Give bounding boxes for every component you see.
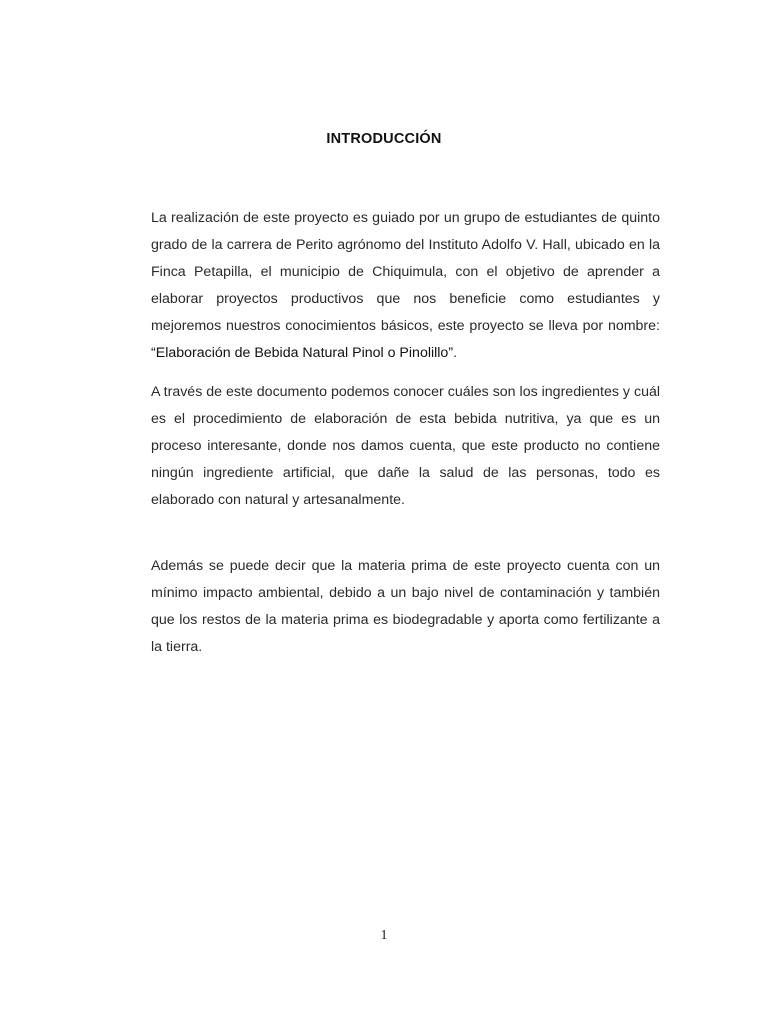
paragraph-1 — [151, 205, 660, 367]
paragraph-1-end: . — [453, 345, 458, 361]
paragraph-1-text: La realización de este proyecto es guiado por un grupo de estudiantes de quinto grado de la carrera de Perito agrónomo del Instituto Adolfo V. Hall, ubicado en la Finca Petapilla, el municipio de Chiquimula, con el objetivo de aprender a elaborar proyectos productivos que nos beneficie como estudiantes y mejoremos nuestros conocimientos básicos, este proyecto se lleva por nombre: — [151, 210, 660, 334]
paragraph-3: Además se puede decir que la materia prima de este proyecto cuenta con un mínimo impacto ambiental, debido a un bajo nivel de contaminación y también que los restos de la materia prima es biodegradable y aporta como fertilizante a la tierra. — [151, 558, 660, 655]
page-title: INTRODUCCIÓN — [326, 131, 442, 147]
page-number: 1 — [380, 928, 388, 943]
paragraph-2: A través de este documento podemos conocer cuáles son los ingredientes y cuál es el procedimiento de elaboración de esta bebida nutritiva, ya que es un proceso interesante, donde nos damos cuenta, que este producto no contiene ningún ingrediente artificial, que dañe la salud de las personas, todo es elaborado con natural y artesanalmente. — [151, 384, 660, 508]
project-name: “Elaboración de Bebida Natural Pinol o Pinolillo” — [151, 345, 454, 361]
